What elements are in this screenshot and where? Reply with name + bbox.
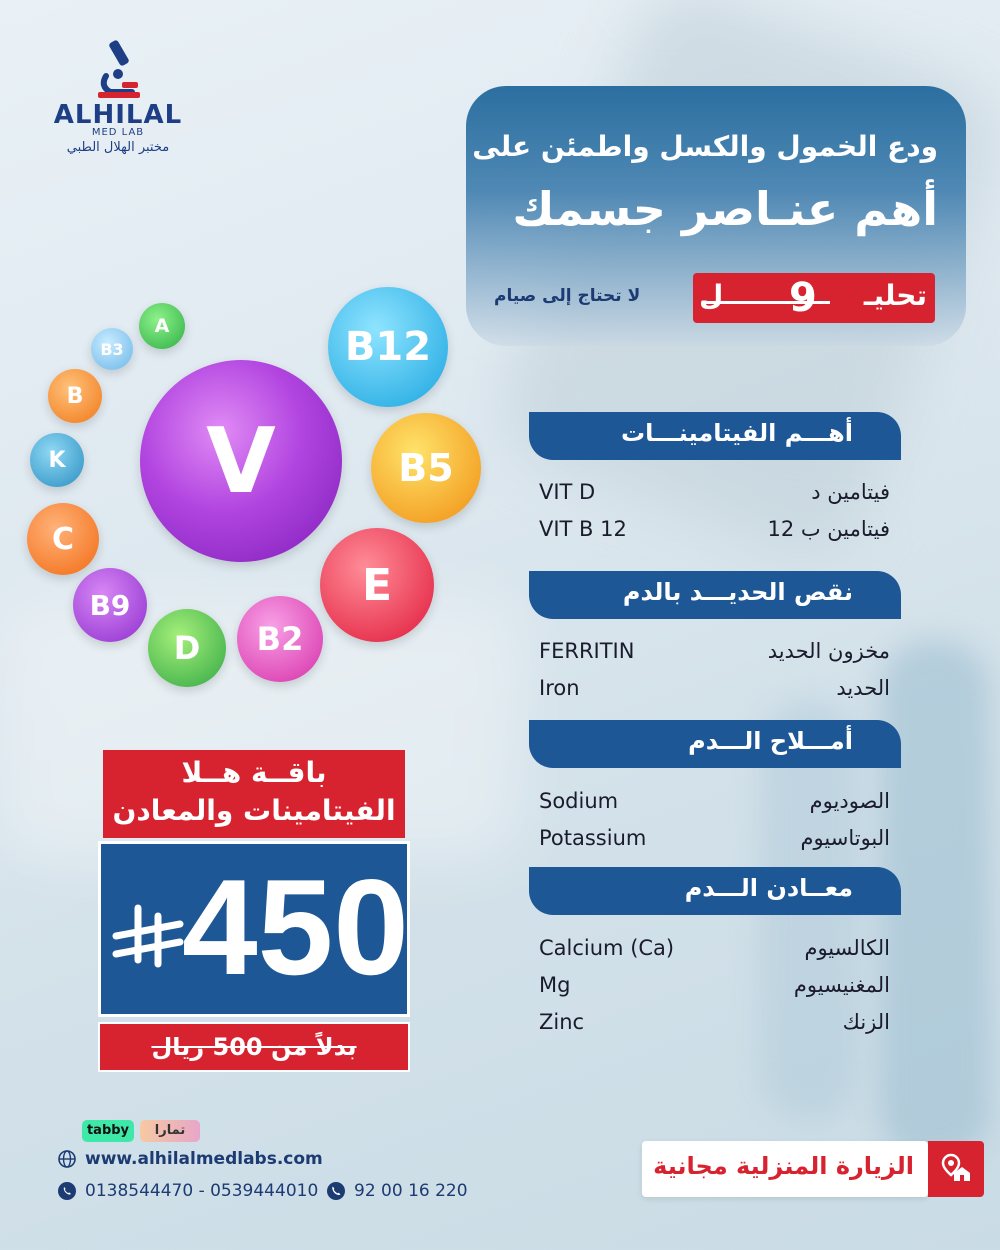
section-title: أمـــلاح الـــدم [688, 727, 853, 755]
tests-count-number: 9 [789, 275, 817, 321]
headline-line-1: ودع الخمول والكسل واطمئن على [472, 130, 938, 163]
test-name-en: FERRITIN [539, 639, 635, 663]
home-visit-icon-box [928, 1141, 984, 1197]
home-location-icon [938, 1151, 974, 1187]
vitamin-bubble: E [320, 528, 434, 642]
no-fasting-note: لا تحتاج إلى صيام [494, 286, 641, 306]
vitamin-bubble: B5 [371, 413, 481, 523]
section-title: أهـــم الفيتامينـــات [621, 419, 853, 447]
website-link[interactable]: www.alhilalmedlabs.com [85, 1149, 323, 1169]
phone-numbers[interactable]: 0138544470 - 0539444010 [85, 1181, 319, 1201]
package-title-box [103, 750, 405, 838]
test-name-en: Calcium (Ca) [539, 936, 675, 960]
vitamin-bubble: B9 [73, 568, 147, 642]
vitamin-bubble-center: V [140, 360, 342, 562]
old-price: بدلاً من 500 ريال [151, 1033, 357, 1061]
test-name-ar: فيتامين د [811, 480, 890, 504]
vitamin-bubble: B3 [91, 328, 133, 370]
vitamin-bubble: B12 [328, 287, 448, 407]
logo-subtitle: MED LAB [91, 127, 145, 138]
old-price-box [98, 1022, 410, 1072]
tamara-badge: تمارا [140, 1120, 200, 1142]
test-name-ar: البوتاسيوم [800, 826, 890, 850]
phone-icon [326, 1181, 346, 1201]
headline-line-2: أهم عنـاصر جسمك [512, 182, 938, 236]
test-name-ar: الزنك [842, 1010, 890, 1034]
vitamin-bubble: B [48, 369, 102, 423]
section-header-salts [529, 720, 901, 768]
website-row [57, 1149, 323, 1169]
test-name-en: VIT D [539, 480, 596, 504]
section-title: معــادن الـــدم [684, 874, 853, 902]
vitamin-bubble: K [30, 433, 84, 487]
vitamin-bubble: D [148, 609, 226, 687]
home-visit-banner [642, 1141, 928, 1197]
tests-count-tag [693, 273, 935, 323]
tests-label: تحليـ [863, 279, 927, 312]
vitamin-bubble: C [27, 503, 99, 575]
hotline-row [326, 1181, 468, 1201]
vitamin-bubble: B2 [237, 596, 323, 682]
test-name-ar: مخزون الحديد [767, 639, 890, 663]
tests-label-end: ل [699, 279, 724, 312]
package-price: 450 [182, 851, 409, 1003]
logo-arabic-name: مختبر الهلال الطبي [66, 140, 170, 155]
logo [48, 38, 188, 168]
section-title: نقص الحديـــد بالدم [622, 578, 853, 606]
section-header-vitamins [529, 412, 901, 460]
test-name-ar: الحديد [836, 676, 890, 700]
test-name-ar: المغنيسيوم [793, 973, 890, 997]
test-name-ar: فيتامين ب 12 [767, 517, 890, 541]
test-name-ar: الصوديوم [809, 789, 890, 813]
section-header-minerals [529, 867, 901, 915]
test-name-en: VIT B 12 [539, 517, 627, 541]
hotline-number[interactable]: 92 00 16 220 [354, 1181, 468, 1201]
test-name-en: Sodium [539, 789, 619, 813]
section-header-iron [529, 571, 901, 619]
vitamin-bubble: A [139, 303, 185, 349]
package-title-line-1: باقــة هــلا [181, 756, 327, 789]
whatsapp-icon [57, 1181, 77, 1201]
test-name-ar: الكالسيوم [804, 936, 890, 960]
test-name-en: Potassium [539, 826, 647, 850]
tabby-badge: tabby [82, 1120, 134, 1142]
phones-row [57, 1181, 318, 1201]
package-title-line-2: الفيتامينات والمعادن [112, 794, 396, 827]
test-name-en: Mg [539, 973, 571, 997]
logo-name: ALHILAL [53, 100, 183, 130]
test-name-en: Iron [539, 676, 580, 700]
test-name-en: Zinc [539, 1010, 585, 1034]
globe-icon [57, 1149, 77, 1169]
home-visit-text: الزيارة المنزلية مجانية [653, 1152, 914, 1180]
riyal-currency-icon [108, 902, 186, 974]
microscope-icon [88, 38, 148, 100]
